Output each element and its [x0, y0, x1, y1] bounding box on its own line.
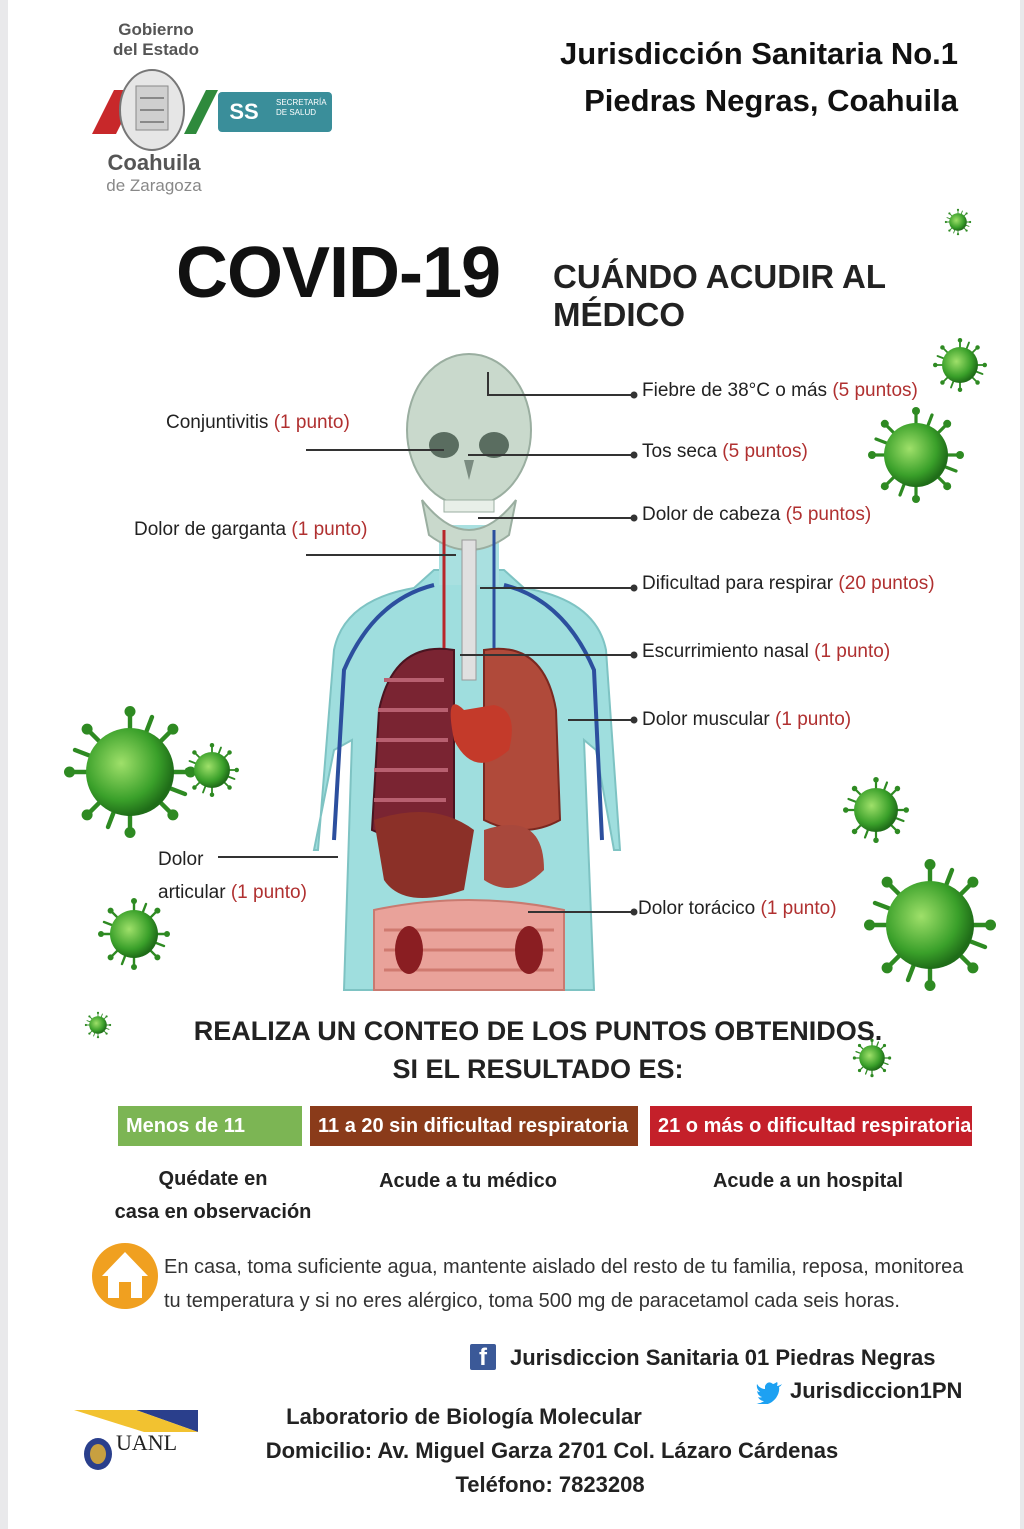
symptom-name: Conjuntivitis — [166, 412, 269, 433]
result-action-low — [108, 1163, 318, 1229]
symptom-points: (1 punto) — [814, 641, 891, 662]
home-icon — [90, 1232, 160, 1314]
symptom-name-line2: articular — [158, 882, 226, 903]
facebook-link[interactable]: Jurisdiccion Sanitaria 01 Piedras Negras — [510, 1345, 936, 1370]
symptom-dolor-muscular — [642, 709, 851, 731]
count-instruction — [8, 1012, 1020, 1088]
lab-address: Domicilio: Av. Miguel Garza 2701 Col. Lázaro Cárdenas — [265, 1438, 839, 1463]
result-box-low: Menos de 11 — [118, 1106, 302, 1146]
facebook-icon: f — [470, 1344, 496, 1370]
symptom-name: Fiebre de 38°C o más — [642, 380, 828, 401]
covid-subtitle: CUÁNDO ACUDIR AL MÉDICO — [553, 258, 886, 333]
count-line2: SI EL RESULTADO ES: — [392, 1054, 684, 1084]
twitter-link[interactable]: Jurisdiccion1PN — [790, 1378, 963, 1403]
coahuila-text: Coahuila — [107, 150, 201, 175]
result-action-line1: Quédate en — [158, 1168, 268, 1190]
result-box-high: 21 o más o dificultad respiratoria — [650, 1106, 972, 1146]
symptom-name: Dolor de garganta — [134, 519, 287, 540]
symptom-escurrimiento-nasal — [642, 641, 890, 663]
symptom-points: (20 puntos) — [838, 573, 935, 594]
jurisdiction-location: Piedras Negras, Coahuila — [584, 83, 958, 118]
symptom-dolor-articular — [158, 843, 307, 909]
symptom-fiebre — [642, 380, 918, 402]
ss-logo-text: SS — [229, 99, 259, 124]
jurisdiction-name: Jurisdicción Sanitaria No.1 — [560, 36, 958, 71]
symptom-points: (1 punto) — [273, 412, 350, 433]
advice-line2: tu temperatura y si no eres alérgico, toma 500 mg de paracetamol cada seis horas. — [164, 1290, 900, 1312]
symptom-points: (5 puntos) — [722, 441, 808, 462]
symptom-points: (5 puntos) — [832, 380, 918, 401]
symptom-dolor-garganta — [134, 519, 367, 541]
lab-name: Laboratorio de Biología Molecular — [286, 1404, 642, 1429]
symptom-name: Dolor muscular — [642, 709, 770, 730]
result-action-medium: Acude a tu médico — [379, 1170, 557, 1192]
poster — [8, 0, 1020, 1529]
lab-info — [8, 1400, 1020, 1502]
symptom-points: (5 puntos) — [785, 504, 872, 525]
symptom-name: Dificultad para respirar — [642, 573, 834, 594]
symptom-conjuntivitis — [166, 412, 350, 434]
lab-phone: Teléfono: 7823208 — [455, 1472, 645, 1497]
covid-title: COVID-19 — [176, 233, 501, 313]
symptom-dificultad-respirar — [642, 573, 935, 595]
gobierno-line1: Gobierno — [118, 20, 194, 39]
gobierno-line2: del Estado — [113, 40, 199, 59]
uanl-text: UANL — [116, 1430, 178, 1455]
home-advice — [164, 1250, 984, 1318]
symptom-points: (1 punto) — [760, 898, 837, 919]
zaragoza-text: de Zaragoza — [106, 176, 202, 195]
advice-line1: En casa, toma suficiente agua, mantente aislado del resto de tu familia, reposa, monitorea — [164, 1256, 964, 1278]
result-box-medium: 11 a 20 sin dificultad respiratoria — [310, 1106, 638, 1146]
symptom-name: Dolor torácico — [638, 898, 756, 919]
symptom-name: Dolor — [158, 849, 204, 870]
result-action-line2: casa en observación — [114, 1201, 312, 1223]
ss-subtitle: SECRETARÍA DE SALUD — [276, 98, 327, 117]
symptom-name: Dolor de cabeza — [642, 504, 781, 525]
result-action-high: Acude a un hospital — [712, 1170, 904, 1192]
symptom-tos-seca — [642, 441, 808, 463]
symptom-dolor-toracico — [638, 898, 837, 920]
symptom-points: (1 punto) — [230, 882, 307, 903]
symptom-points: (1 punto) — [775, 709, 852, 730]
symptom-name: Tos seca — [642, 441, 717, 462]
symptom-name: Escurrimiento nasal — [642, 641, 809, 662]
symptom-dolor-cabeza — [642, 504, 871, 526]
count-line1: REALIZA UN CONTEO DE LOS PUNTOS OBTENIDOS. — [193, 1016, 883, 1046]
symptom-points: (1 punto) — [291, 519, 368, 540]
